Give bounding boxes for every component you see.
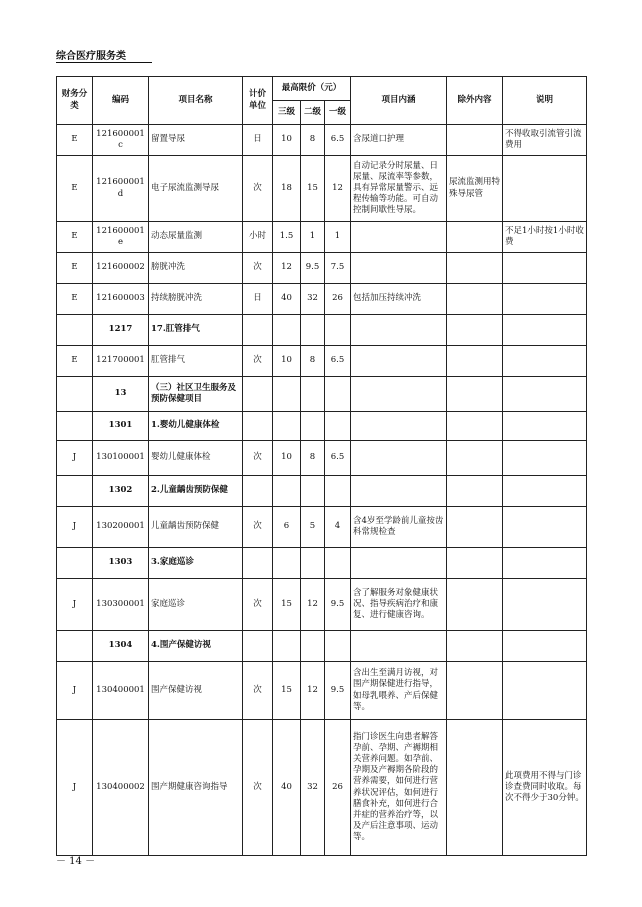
row-content: [351, 253, 447, 284]
row-exclude: [447, 548, 503, 579]
col-header-category: 财务分类: [57, 77, 93, 125]
row-note: 不足1小时按1小时收费: [503, 222, 587, 253]
row-price-grade2: [301, 631, 325, 662]
row-exclude: [447, 315, 503, 346]
col-header-unit: 计价单位: [243, 77, 273, 125]
row-exclude: [447, 412, 503, 441]
section-row: [57, 412, 587, 441]
row-price-grade2: 8: [301, 125, 325, 156]
row-category: [57, 548, 93, 579]
row-code: 1303: [93, 548, 149, 579]
row-code: 121600001e: [93, 222, 149, 253]
row-content: 含出生至满月访视，对围产期保健进行指导，如母乳喂养、产后保健等。: [351, 662, 447, 720]
table-row: [57, 662, 587, 720]
row-note: [503, 253, 587, 284]
row-content: 含尿道口护理: [351, 125, 447, 156]
row-price-grade2: 12: [301, 662, 325, 720]
row-category: J: [57, 662, 93, 720]
row-exclude: [447, 377, 503, 412]
row-exclude: [447, 631, 503, 662]
row-price-grade3: 15: [273, 579, 301, 631]
row-price-grade1: 9.5: [325, 662, 351, 720]
row-code: 130100001: [93, 441, 149, 476]
row-price-grade3: 18: [273, 156, 301, 222]
row-code: 121600002: [93, 253, 149, 284]
row-price-grade2: [301, 476, 325, 507]
row-content: [351, 377, 447, 412]
section-row: [57, 377, 587, 412]
table-row: [57, 507, 587, 548]
row-category: J: [57, 507, 93, 548]
row-exclude: [447, 346, 503, 377]
section-row: [57, 315, 587, 346]
row-price-grade1: 1: [325, 222, 351, 253]
table-row: [57, 253, 587, 284]
row-category: J: [57, 720, 93, 856]
row-price-grade1: [325, 315, 351, 346]
row-price-grade2: 32: [301, 284, 325, 315]
row-code: 121600001c: [93, 125, 149, 156]
row-exclude: [447, 125, 503, 156]
row-content: 含了解服务对象健康状况、指导疾病治疗和康复、进行健康咨询。: [351, 579, 447, 631]
row-category: [57, 631, 93, 662]
row-name: 围产期健康咨询指导: [149, 720, 243, 856]
row-content: 自动记录分时尿量、日尿量、尿流率等参数，具有异常尿量警示、远程传输等功能。可自动控制间歇性导尿。: [351, 156, 447, 222]
row-note: [503, 441, 587, 476]
row-price-grade1: 6.5: [325, 346, 351, 377]
row-price-grade3: [273, 631, 301, 662]
col-header-content: 项目内涵: [351, 77, 447, 125]
row-price-grade1: [325, 631, 351, 662]
row-content: [351, 412, 447, 441]
row-content: [351, 476, 447, 507]
row-name: 留置导尿: [149, 125, 243, 156]
row-name: 3.家庭巡诊: [149, 548, 243, 579]
row-unit: 次: [243, 662, 273, 720]
row-category: E: [57, 222, 93, 253]
table-row: [57, 156, 587, 222]
section-row: [57, 631, 587, 662]
row-note: [503, 476, 587, 507]
row-unit: 次: [243, 507, 273, 548]
row-price-grade1: 9.5: [325, 579, 351, 631]
row-content: [351, 315, 447, 346]
row-unit: 小时: [243, 222, 273, 253]
row-unit: 日: [243, 284, 273, 315]
row-name: 儿童龋齿预防保健: [149, 507, 243, 548]
row-note: [503, 631, 587, 662]
row-code: 130400001: [93, 662, 149, 720]
row-unit: 次: [243, 346, 273, 377]
row-code: 13: [93, 377, 149, 412]
row-code: 121600001d: [93, 156, 149, 222]
row-unit: [243, 548, 273, 579]
table-row: [57, 441, 587, 476]
row-price-grade3: 10: [273, 125, 301, 156]
row-price-grade3: 12: [273, 253, 301, 284]
price-table-body: [57, 125, 587, 856]
row-note: [503, 662, 587, 720]
row-code: 1302: [93, 476, 149, 507]
row-price-grade1: [325, 476, 351, 507]
row-note: 此项费用不得与门诊诊查费同时收取。每次不得少于30分钟。: [503, 720, 587, 856]
row-exclude: [447, 662, 503, 720]
table-row: [57, 346, 587, 377]
section-row: [57, 476, 587, 507]
row-code: 130200001: [93, 507, 149, 548]
row-unit: [243, 412, 273, 441]
row-note: [503, 346, 587, 377]
row-price-grade1: 6.5: [325, 441, 351, 476]
table-row: [57, 222, 587, 253]
row-price-grade2: 32: [301, 720, 325, 856]
row-unit: [243, 315, 273, 346]
row-name: 围产保健访视: [149, 662, 243, 720]
row-unit: 次: [243, 253, 273, 284]
row-name: 膀胱冲洗: [149, 253, 243, 284]
row-content: 含4岁至学龄前儿童按齿科常规检查: [351, 507, 447, 548]
row-content: [351, 346, 447, 377]
row-name: 17.肛管排气: [149, 315, 243, 346]
table-row: [57, 579, 587, 631]
row-unit: 次: [243, 579, 273, 631]
row-name: 2.儿童龋齿预防保健: [149, 476, 243, 507]
col-header-exclude: 除外内容: [447, 77, 503, 125]
row-name: 家庭巡诊: [149, 579, 243, 631]
row-price-grade3: [273, 377, 301, 412]
row-note: [503, 284, 587, 315]
row-category: J: [57, 579, 93, 631]
row-category: [57, 315, 93, 346]
table-row: [57, 720, 587, 856]
row-price-grade1: 12: [325, 156, 351, 222]
row-price-grade2: [301, 315, 325, 346]
row-note: [503, 412, 587, 441]
row-price-grade3: 10: [273, 441, 301, 476]
row-code: 1217: [93, 315, 149, 346]
row-price-grade1: [325, 412, 351, 441]
col-header-max-price: 最高限价（元）: [273, 77, 351, 101]
row-exclude: 尿流监测用特殊导尿管: [447, 156, 503, 222]
row-unit: 次: [243, 720, 273, 856]
price-table: [56, 76, 587, 856]
row-price-grade3: [273, 315, 301, 346]
col-header-grade3: 三级: [273, 101, 301, 125]
row-category: [57, 476, 93, 507]
row-price-grade2: [301, 377, 325, 412]
row-category: E: [57, 346, 93, 377]
row-content: [351, 631, 447, 662]
col-header-grade2: 二级: [301, 101, 325, 125]
row-note: [503, 156, 587, 222]
col-header-code: 编码: [93, 77, 149, 125]
row-category: E: [57, 284, 93, 315]
row-note: [503, 548, 587, 579]
row-note: [503, 507, 587, 548]
row-name: 肛管排气: [149, 346, 243, 377]
row-name: 电子尿流监测导尿: [149, 156, 243, 222]
row-content: 包括加压持续冲洗: [351, 284, 447, 315]
row-price-grade3: 10: [273, 346, 301, 377]
row-exclude: [447, 476, 503, 507]
row-exclude: [447, 253, 503, 284]
row-unit: [243, 476, 273, 507]
row-price-grade3: 1.5: [273, 222, 301, 253]
row-price-grade2: 8: [301, 441, 325, 476]
row-price-grade2: [301, 412, 325, 441]
row-price-grade3: [273, 548, 301, 579]
row-exclude: [447, 284, 503, 315]
row-price-grade3: 15: [273, 662, 301, 720]
row-content: [351, 441, 447, 476]
row-price-grade1: 7.5: [325, 253, 351, 284]
row-code: 130300001: [93, 579, 149, 631]
row-price-grade2: 5: [301, 507, 325, 548]
row-price-grade1: 6.5: [325, 125, 351, 156]
row-exclude: [447, 507, 503, 548]
row-price-grade3: 40: [273, 284, 301, 315]
row-exclude: [447, 720, 503, 856]
section-row: [57, 548, 587, 579]
row-code: 1304: [93, 631, 149, 662]
row-unit: [243, 631, 273, 662]
row-content: 指门诊医生向患者解答孕前、孕期、产褥期相关营养问题。如孕前、孕期及产褥期各阶段的营养需要，如何进行营养状况评估，如何进行膳食补充，如何进行合并症的营养治疗等，以及产后注意事项、运动等。: [351, 720, 447, 856]
row-price-grade2: 9.5: [301, 253, 325, 284]
row-name: 婴幼儿健康体检: [149, 441, 243, 476]
document-header-title: 综合医疗服务类: [56, 51, 126, 62]
row-note: [503, 315, 587, 346]
row-name: 1.婴幼儿健康体检: [149, 412, 243, 441]
row-content: [351, 548, 447, 579]
row-code: 121700001: [93, 346, 149, 377]
row-price-grade2: [301, 548, 325, 579]
col-header-grade1: 一级: [325, 101, 351, 125]
row-note: [503, 579, 587, 631]
row-name: 持续膀胱冲洗: [149, 284, 243, 315]
row-unit: 次: [243, 156, 273, 222]
row-unit: [243, 377, 273, 412]
header-underline: [56, 62, 152, 63]
row-exclude: [447, 222, 503, 253]
row-unit: 日: [243, 125, 273, 156]
row-note: [503, 377, 587, 412]
row-price-grade2: 12: [301, 579, 325, 631]
row-category: E: [57, 125, 93, 156]
row-price-grade1: 26: [325, 284, 351, 315]
row-content: [351, 222, 447, 253]
row-unit: 次: [243, 441, 273, 476]
row-exclude: [447, 441, 503, 476]
table-row: [57, 284, 587, 315]
col-header-note: 说明: [503, 77, 587, 125]
row-price-grade3: [273, 476, 301, 507]
row-exclude: [447, 579, 503, 631]
row-code: 1301: [93, 412, 149, 441]
row-category: E: [57, 156, 93, 222]
table-row: [57, 125, 587, 156]
page-number: － 14 －: [56, 856, 96, 867]
row-note: 不得收取引流管引流费用: [503, 125, 587, 156]
row-price-grade1: [325, 548, 351, 579]
row-name: 4.围产保健访视: [149, 631, 243, 662]
row-price-grade1: 26: [325, 720, 351, 856]
row-price-grade3: 40: [273, 720, 301, 856]
row-name: 动态尿量监测: [149, 222, 243, 253]
row-category: [57, 377, 93, 412]
row-category: J: [57, 441, 93, 476]
row-category: [57, 412, 93, 441]
row-price-grade3: 6: [273, 507, 301, 548]
row-price-grade1: [325, 377, 351, 412]
row-name: （三）社区卫生服务及预防保健项目: [149, 377, 243, 412]
col-header-name: 项目名称: [149, 77, 243, 125]
row-code: 121600003: [93, 284, 149, 315]
row-code: 130400002: [93, 720, 149, 856]
row-price-grade2: 15: [301, 156, 325, 222]
row-price-grade2: 1: [301, 222, 325, 253]
row-price-grade1: 4: [325, 507, 351, 548]
row-category: E: [57, 253, 93, 284]
row-price-grade2: 8: [301, 346, 325, 377]
row-price-grade3: [273, 412, 301, 441]
